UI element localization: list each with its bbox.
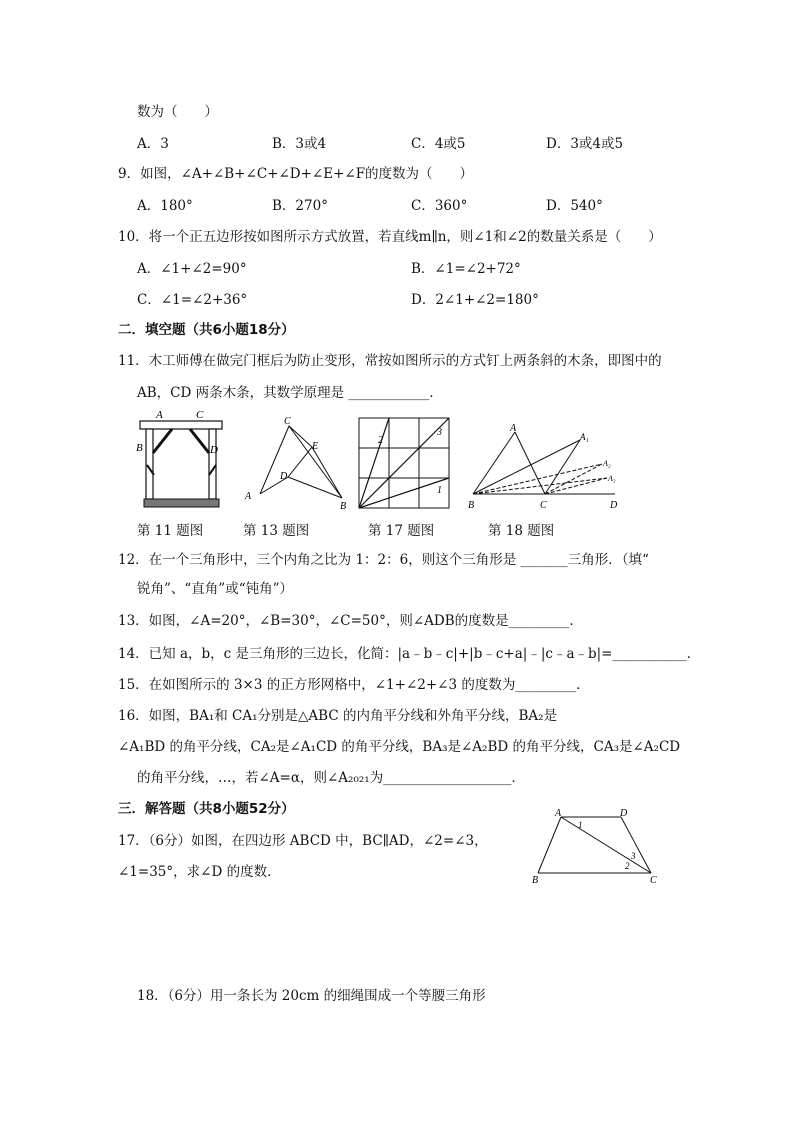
q8-option-c: C．4或5: [411, 136, 466, 152]
fig11-label-b: B: [136, 442, 143, 454]
caption-fig-13: 第 13 题图: [243, 523, 310, 539]
q9-option-a: A．180°: [137, 198, 193, 214]
q16-line3: 的角平分线，…，若∠A=α，则∠A₂₀₂₁为___________________．: [137, 770, 525, 786]
fig13-label-e: E: [312, 441, 319, 452]
q8-option-b: B．3或4: [272, 136, 327, 152]
q10-option-b: B．∠1=∠2+72°: [411, 261, 521, 277]
fig18-label-a: A: [510, 423, 517, 434]
fig13-label-a: A: [245, 491, 252, 502]
fig17-label-2: 2: [378, 435, 383, 446]
q9-option-c: C．360°: [411, 198, 468, 214]
fig18-label-a3: A₃: [608, 474, 616, 483]
caption-fig-18: 第 18 题图: [488, 523, 555, 539]
fig17-label-1: 1: [437, 485, 442, 496]
q15: 15．在如图所示的 3×3 的正方形网格中，∠1+∠2+∠3 的度数为_________．: [118, 677, 590, 693]
q17-line2: ∠1=35°，求∠D 的度数．: [118, 864, 281, 880]
section-fill-in-heading: 二．填空题（共6小题18分）: [118, 322, 295, 338]
section-answer-heading: 三．解答题（共8小题52分）: [118, 801, 295, 817]
fig13-label-c: C: [284, 416, 291, 427]
figure-13-triangle: [242, 412, 357, 512]
q17-fig-label-c: C: [650, 875, 657, 886]
q10-option-d: D．2∠1+∠2=180°: [411, 292, 539, 308]
fig11-label-c: C: [196, 409, 204, 421]
q12-line2: 锐角”、“直角”或“钝角”）: [137, 581, 294, 597]
q8-option-d: D．3或4或5: [546, 136, 624, 152]
q16-line2: ∠A₁BD 的角平分线，CA₂是∠A₁CD 的角平分线，BA₃是∠A₂BD 的角平分线，CA₃是∠A₂CD: [118, 739, 681, 755]
q9-stem: 9．如图，∠A+∠B+∠C+∠D+∠E+∠F的度数为（ ）: [118, 166, 474, 182]
q17-fig-label-d: D: [620, 808, 628, 819]
q17-fig-label-b: B: [532, 875, 539, 886]
q8-continuation: 数为（ ）: [137, 104, 218, 120]
fig18-label-d: D: [610, 500, 618, 511]
q11-line2: AB，CD 两条木条，其数学原理是 ____________．: [137, 385, 443, 401]
q12-line1: 12．在一个三角形中，三个内角之比为 1：2：6，则这个三角形是 _______三角形．（填“: [118, 552, 649, 568]
q9-option-b: B．270°: [272, 198, 328, 214]
q10-stem: 10．将一个正五边形按如图所示方式放置，若直线m∥n，则∠1和∠2的数量关系是（ ）: [118, 229, 662, 245]
q18: 18．（6分）用一条长为 20cm 的细绳围成一个等腰三角形: [137, 988, 486, 1004]
fig11-label-a: A: [156, 409, 163, 421]
q14: 14．已知 a，b，c 是三角形的三边长，化简：|a﹣b﹣c|+|b﹣c+a|﹣|c﹣a﹣b|=___________．: [118, 646, 701, 662]
figure-17-grid: [357, 416, 452, 511]
q10-option-c: C．∠1=∠2+36°: [137, 292, 248, 308]
q17-fig-label-2: 2: [625, 861, 630, 871]
fig18-label-b: B: [468, 500, 475, 511]
q17-fig-label-3: 3: [631, 851, 636, 861]
caption-fig-17: 第 17 题图: [368, 523, 435, 539]
q17-fig-label-1: 1: [578, 820, 583, 830]
fig13-label-d: D: [280, 471, 288, 482]
q9-option-d: D．540°: [546, 198, 603, 214]
figure-18-bisectors: [465, 420, 630, 512]
q16-line1: 16．如图，BA₁和 CA₁分别是△ABC 的内角平分线和外角平分线，BA₂是: [118, 708, 558, 724]
fig18-label-a1: A₁: [580, 432, 589, 442]
q13: 13．如图，∠A=20°，∠B=30°，∠C=50°，则∠ADB的度数是_________．: [118, 613, 583, 629]
fig13-label-b: B: [340, 501, 347, 512]
q10-option-a: A．∠1+∠2=90°: [137, 261, 247, 277]
q17-fig-label-a: A: [555, 808, 562, 819]
figure-q17-quadrilateral: [528, 806, 663, 886]
fig18-label-a2: A₂: [603, 459, 611, 468]
q8-option-a: A．3: [137, 136, 169, 152]
figure-11-door-frame: [132, 405, 232, 515]
caption-fig-11: 第 11 题图: [137, 523, 204, 539]
q17-line1: 17．（6分）如图，在四边形 ABCD 中，BC∥AD，∠2=∠3，: [118, 833, 488, 849]
fig11-label-d: D: [210, 444, 218, 456]
q11-line1: 11．木工师傅在做完门框后为防止变形，常按如图所示的方式钉上两条斜的木条，即图中的: [118, 353, 662, 369]
fig18-label-c: C: [540, 500, 547, 511]
fig17-label-3: 3: [437, 427, 442, 438]
